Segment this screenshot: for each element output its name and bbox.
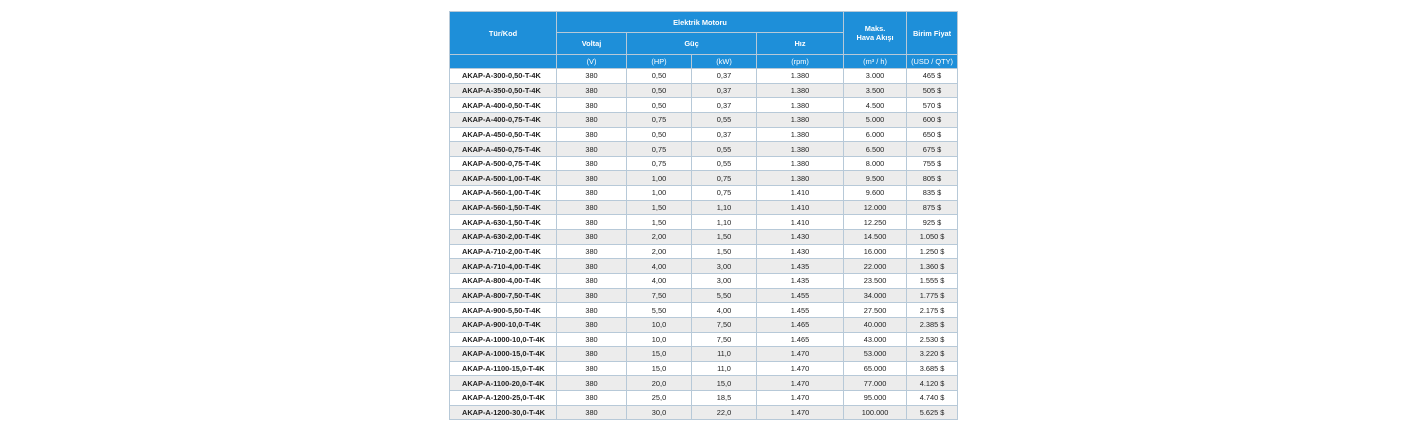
type-code-cell: AKAP-A-400-0,50-T-4K [450, 98, 557, 113]
rpm-cell: 1.410 [757, 186, 844, 201]
table-row [450, 391, 958, 406]
price-cell: 1.555 $ [907, 273, 958, 288]
table-body [450, 69, 958, 420]
rpm-cell: 1.380 [757, 83, 844, 98]
type-code-cell: AKAP-A-560-1,00-T-4K [450, 186, 557, 201]
kw-unit: (kW) [692, 55, 757, 69]
table-row [450, 332, 958, 347]
type-code-cell: AKAP-A-1100-20,0-T-4K [450, 376, 557, 391]
voltage-cell: 380 [557, 405, 627, 420]
hp-cell: 1,00 [627, 171, 692, 186]
voltage-cell: 380 [557, 376, 627, 391]
price-cell: 5.625 $ [907, 405, 958, 420]
rpm-cell: 1.470 [757, 376, 844, 391]
voltage-cell: 380 [557, 317, 627, 332]
airflow-cell: 95.000 [844, 391, 907, 406]
voltage-header: Voltaj [557, 33, 627, 55]
kw-cell: 0,55 [692, 112, 757, 127]
hp-cell: 20,0 [627, 376, 692, 391]
table-header [450, 12, 958, 69]
rpm-cell: 1.470 [757, 405, 844, 420]
type-code-cell: AKAP-A-1000-15,0-T-4K [450, 347, 557, 362]
airflow-cell: 4.500 [844, 98, 907, 113]
airflow-cell: 100.000 [844, 405, 907, 420]
hp-cell: 1,00 [627, 186, 692, 201]
voltage-cell: 380 [557, 391, 627, 406]
voltage-cell: 380 [557, 259, 627, 274]
rpm-cell: 1.470 [757, 361, 844, 376]
table-row [450, 98, 958, 113]
airflow-cell: 16.000 [844, 244, 907, 259]
price-cell: 1.775 $ [907, 288, 958, 303]
voltage-cell: 380 [557, 171, 627, 186]
airflow-header: Maks. Hava Akışı [844, 12, 907, 55]
price-cell: 925 $ [907, 215, 958, 230]
type-code-unit [450, 55, 557, 69]
voltage-cell: 380 [557, 230, 627, 245]
rpm-cell: 1.455 [757, 288, 844, 303]
price-cell: 465 $ [907, 69, 958, 84]
voltage-cell: 380 [557, 83, 627, 98]
price-cell: 4.740 $ [907, 391, 958, 406]
type-code-cell: AKAP-A-300-0,50-T-4K [450, 69, 557, 84]
airflow-cell: 9.500 [844, 171, 907, 186]
kw-cell: 1,50 [692, 230, 757, 245]
rpm-cell: 1.470 [757, 347, 844, 362]
kw-cell: 7,50 [692, 332, 757, 347]
table-row [450, 288, 958, 303]
airflow-cell: 14.500 [844, 230, 907, 245]
table-row [450, 317, 958, 332]
type-code-cell: AKAP-A-800-4,00-T-4K [450, 273, 557, 288]
kw-cell: 7,50 [692, 317, 757, 332]
rpm-cell: 1.380 [757, 142, 844, 157]
price-cell: 835 $ [907, 186, 958, 201]
price-cell: 650 $ [907, 127, 958, 142]
price-cell: 600 $ [907, 112, 958, 127]
type-code-cell: AKAP-A-500-0,75-T-4K [450, 156, 557, 171]
type-code-header: Tür/Kod [450, 12, 557, 55]
table-row [450, 186, 958, 201]
airflow-cell: 3.000 [844, 69, 907, 84]
type-code-cell: AKAP-A-900-10,0-T-4K [450, 317, 557, 332]
type-code-cell: AKAP-A-450-0,50-T-4K [450, 127, 557, 142]
rpm-cell: 1.470 [757, 391, 844, 406]
table-row [450, 361, 958, 376]
rpm-cell: 1.410 [757, 215, 844, 230]
rpm-cell: 1.430 [757, 230, 844, 245]
voltage-cell: 380 [557, 244, 627, 259]
hp-cell: 10,0 [627, 332, 692, 347]
kw-cell: 0,55 [692, 156, 757, 171]
rpm-cell: 1.435 [757, 273, 844, 288]
table-row [450, 171, 958, 186]
voltage-cell: 380 [557, 273, 627, 288]
airflow-cell: 9.600 [844, 186, 907, 201]
kw-cell: 3,00 [692, 259, 757, 274]
kw-cell: 0,37 [692, 127, 757, 142]
hp-cell: 0,50 [627, 127, 692, 142]
type-code-cell: AKAP-A-630-2,00-T-4K [450, 230, 557, 245]
airflow-cell: 77.000 [844, 376, 907, 391]
table-row [450, 112, 958, 127]
rpm-cell: 1.380 [757, 112, 844, 127]
type-code-cell: AKAP-A-710-4,00-T-4K [450, 259, 557, 274]
voltage-cell: 380 [557, 200, 627, 215]
airflow-cell: 65.000 [844, 361, 907, 376]
kw-cell: 22,0 [692, 405, 757, 420]
hp-cell: 0,50 [627, 83, 692, 98]
type-code-cell: AKAP-A-500-1,00-T-4K [450, 171, 557, 186]
table-row [450, 347, 958, 362]
table-row [450, 230, 958, 245]
kw-cell: 0,37 [692, 98, 757, 113]
price-cell: 2.175 $ [907, 303, 958, 318]
price-cell: 505 $ [907, 83, 958, 98]
hp-cell: 1,50 [627, 200, 692, 215]
voltage-cell: 380 [557, 98, 627, 113]
voltage-cell: 380 [557, 142, 627, 157]
airflow-cell: 3.500 [844, 83, 907, 98]
type-code-cell: AKAP-A-800-7,50-T-4K [450, 288, 557, 303]
kw-cell: 4,00 [692, 303, 757, 318]
rpm-cell: 1.465 [757, 332, 844, 347]
hp-cell: 2,00 [627, 230, 692, 245]
table-row [450, 405, 958, 420]
voltage-cell: 380 [557, 288, 627, 303]
price-cell: 875 $ [907, 200, 958, 215]
airflow-cell: 43.000 [844, 332, 907, 347]
voltage-cell: 380 [557, 361, 627, 376]
speed-header: Hız [757, 33, 844, 55]
hp-unit: (HP) [627, 55, 692, 69]
kw-cell: 11,0 [692, 347, 757, 362]
price-cell: 1.250 $ [907, 244, 958, 259]
table-row [450, 215, 958, 230]
type-code-cell: AKAP-A-1200-30,0-T-4K [450, 405, 557, 420]
rpm-cell: 1.380 [757, 156, 844, 171]
hp-cell: 4,00 [627, 259, 692, 274]
price-cell: 675 $ [907, 142, 958, 157]
kw-cell: 5,50 [692, 288, 757, 303]
airflow-cell: 12.000 [844, 200, 907, 215]
price-unit: (USD / QTY) [907, 55, 958, 69]
type-code-cell: AKAP-A-900-5,50-T-4K [450, 303, 557, 318]
table-row [450, 244, 958, 259]
voltage-cell: 380 [557, 127, 627, 142]
table-row [450, 156, 958, 171]
price-cell: 2.530 $ [907, 332, 958, 347]
voltage-cell: 380 [557, 215, 627, 230]
rpm-unit: (rpm) [757, 55, 844, 69]
table-row [450, 83, 958, 98]
hp-cell: 0,50 [627, 98, 692, 113]
voltage-cell: 380 [557, 332, 627, 347]
kw-cell: 15,0 [692, 376, 757, 391]
type-code-cell: AKAP-A-1000-10,0-T-4K [450, 332, 557, 347]
hp-cell: 0,75 [627, 142, 692, 157]
hp-cell: 10,0 [627, 317, 692, 332]
rpm-cell: 1.380 [757, 127, 844, 142]
kw-cell: 11,0 [692, 361, 757, 376]
airflow-unit: (m³ / h) [844, 55, 907, 69]
voltage-unit: (V) [557, 55, 627, 69]
airflow-cell: 23.500 [844, 273, 907, 288]
airflow-cell: 22.000 [844, 259, 907, 274]
rpm-cell: 1.430 [757, 244, 844, 259]
price-cell: 1.050 $ [907, 230, 958, 245]
hp-cell: 5,50 [627, 303, 692, 318]
type-code-cell: AKAP-A-1200-25,0-T-4K [450, 391, 557, 406]
type-code-cell: AKAP-A-450-0,75-T-4K [450, 142, 557, 157]
hp-cell: 15,0 [627, 361, 692, 376]
rpm-cell: 1.380 [757, 98, 844, 113]
table-row [450, 69, 958, 84]
rpm-cell: 1.455 [757, 303, 844, 318]
airflow-cell: 6.000 [844, 127, 907, 142]
rpm-cell: 1.435 [757, 259, 844, 274]
type-code-cell: AKAP-A-560-1,50-T-4K [450, 200, 557, 215]
price-cell: 4.120 $ [907, 376, 958, 391]
rpm-cell: 1.380 [757, 171, 844, 186]
kw-cell: 0,75 [692, 171, 757, 186]
airflow-cell: 40.000 [844, 317, 907, 332]
price-cell: 2.385 $ [907, 317, 958, 332]
type-code-cell: AKAP-A-400-0,75-T-4K [450, 112, 557, 127]
type-code-cell: AKAP-A-1100-15,0-T-4K [450, 361, 557, 376]
airflow-cell: 5.000 [844, 112, 907, 127]
hp-cell: 4,00 [627, 273, 692, 288]
price-cell: 3.220 $ [907, 347, 958, 362]
kw-cell: 1,10 [692, 200, 757, 215]
kw-cell: 1,50 [692, 244, 757, 259]
kw-cell: 0,55 [692, 142, 757, 157]
price-header: Birim Fiyat [907, 12, 958, 55]
hp-cell: 1,50 [627, 215, 692, 230]
hp-cell: 0,75 [627, 156, 692, 171]
type-code-cell: AKAP-A-350-0,50-T-4K [450, 83, 557, 98]
hp-cell: 30,0 [627, 405, 692, 420]
kw-cell: 18,5 [692, 391, 757, 406]
rpm-cell: 1.380 [757, 69, 844, 84]
kw-cell: 0,37 [692, 69, 757, 84]
table-row [450, 303, 958, 318]
price-cell: 1.360 $ [907, 259, 958, 274]
airflow-cell: 53.000 [844, 347, 907, 362]
voltage-cell: 380 [557, 156, 627, 171]
rpm-cell: 1.465 [757, 317, 844, 332]
airflow-cell: 27.500 [844, 303, 907, 318]
table-row [450, 127, 958, 142]
hp-cell: 2,00 [627, 244, 692, 259]
voltage-cell: 380 [557, 347, 627, 362]
voltage-cell: 380 [557, 69, 627, 84]
rpm-cell: 1.410 [757, 200, 844, 215]
kw-cell: 3,00 [692, 273, 757, 288]
hp-cell: 15,0 [627, 347, 692, 362]
airflow-cell: 34.000 [844, 288, 907, 303]
airflow-cell: 12.250 [844, 215, 907, 230]
hp-cell: 0,75 [627, 112, 692, 127]
type-code-cell: AKAP-A-710-2,00-T-4K [450, 244, 557, 259]
table-row [450, 200, 958, 215]
price-cell: 755 $ [907, 156, 958, 171]
price-table [449, 11, 958, 420]
hp-cell: 0,50 [627, 69, 692, 84]
table-row [450, 273, 958, 288]
voltage-cell: 380 [557, 186, 627, 201]
table-row [450, 259, 958, 274]
kw-cell: 0,75 [692, 186, 757, 201]
voltage-cell: 380 [557, 303, 627, 318]
price-cell: 570 $ [907, 98, 958, 113]
airflow-cell: 6.500 [844, 142, 907, 157]
airflow-cell: 8.000 [844, 156, 907, 171]
price-cell: 3.685 $ [907, 361, 958, 376]
hp-cell: 7,50 [627, 288, 692, 303]
hp-cell: 25,0 [627, 391, 692, 406]
voltage-cell: 380 [557, 112, 627, 127]
table-row [450, 376, 958, 391]
price-cell: 805 $ [907, 171, 958, 186]
table-row [450, 142, 958, 157]
type-code-cell: AKAP-A-630-1,50-T-4K [450, 215, 557, 230]
kw-cell: 1,10 [692, 215, 757, 230]
power-header: Güç [627, 33, 757, 55]
motor-group-header: Elektrik Motoru [557, 12, 844, 33]
kw-cell: 0,37 [692, 83, 757, 98]
